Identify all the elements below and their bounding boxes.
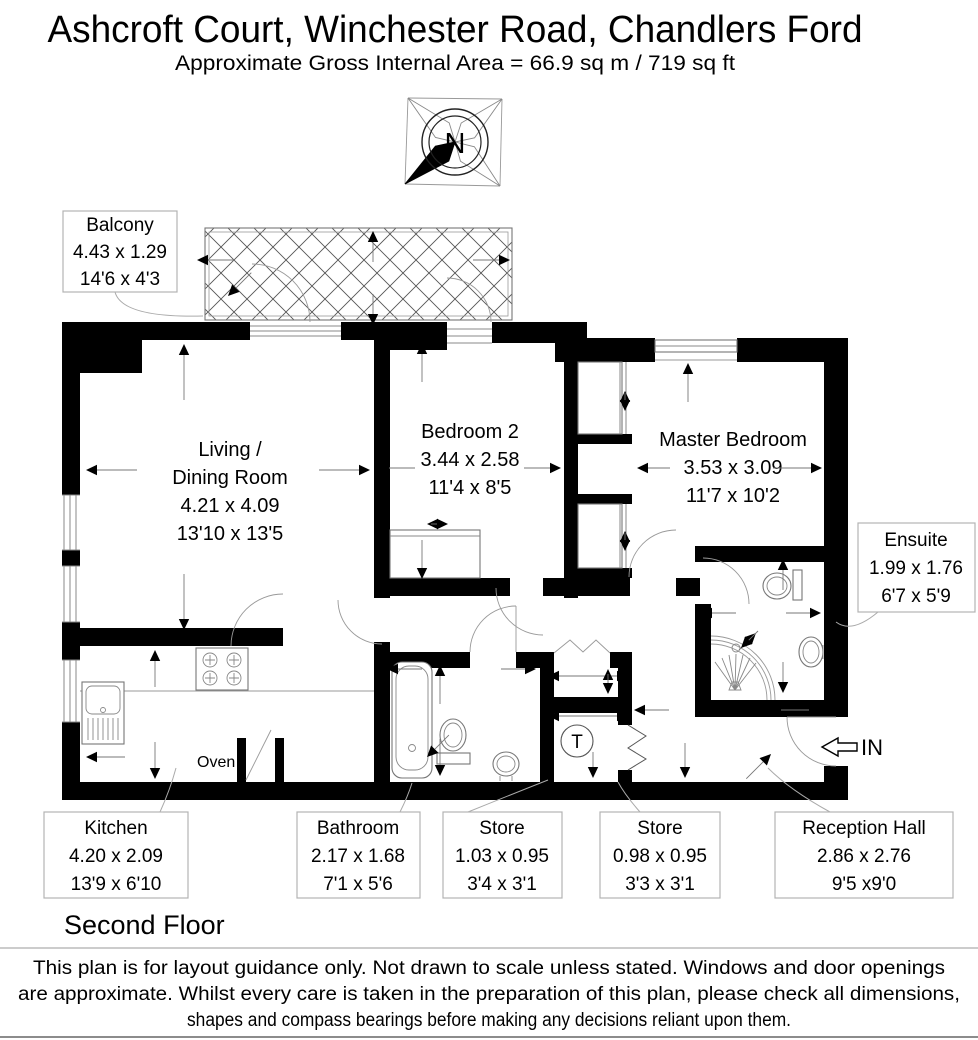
entrance-door-arc <box>787 717 836 766</box>
store1-name: Store <box>479 818 525 839</box>
bathroom-imperial: 7'1 x 5'6 <box>323 874 393 895</box>
master-window <box>655 340 737 360</box>
ensuite-name: Ensuite <box>884 530 948 551</box>
balcony-name: Balcony <box>86 215 154 236</box>
store2-metric: 0.98 x 0.95 <box>612 846 708 867</box>
disclaimer-line-1: This plan is for layout guidance only. Not drawn to scale unless stated. Windows and door openings <box>33 958 946 979</box>
reception-metric: 2.86 x 2.76 <box>816 846 912 867</box>
label-box-store2 <box>600 812 720 898</box>
entrance-arrow-icon <box>822 738 857 756</box>
bedroom2-patio-window <box>447 329 492 343</box>
label-box-kitchen <box>44 812 188 898</box>
label-box-store1 <box>443 812 562 898</box>
ensuite-fixtures <box>711 570 823 700</box>
bathroom-metric: 2.17 x 1.68 <box>310 846 406 867</box>
bathroom-fixtures <box>392 662 519 781</box>
living-window-2 <box>62 566 80 622</box>
store2-imperial: 3'3 x 3'1 <box>625 874 695 895</box>
ensuite-metric: 1.99 x 1.76 <box>868 558 964 579</box>
kitchen-name: Kitchen <box>84 818 148 839</box>
bedroom2-wardrobe <box>390 530 480 578</box>
hob-icon <box>196 648 248 690</box>
reception-name: Reception Hall <box>802 818 926 839</box>
entrance-marker <box>822 735 883 760</box>
label-box-bathroom <box>297 812 420 898</box>
basin-icon <box>493 752 519 781</box>
kitchen-sink-icon <box>82 682 124 744</box>
kitchen-imperial: 13'9 x 6'10 <box>70 874 162 895</box>
ensuite-imperial: 6'7 x 5'9 <box>881 586 951 607</box>
label-box-ensuite <box>858 523 975 612</box>
kitchen-fixtures <box>80 648 374 771</box>
room-label-living <box>172 439 288 545</box>
patio-door-window <box>250 326 341 336</box>
master-name: Master Bedroom <box>659 429 807 451</box>
page-subtitle: Approximate Gross Internal Area = 66.9 sq m / 719 sq ft <box>175 52 736 75</box>
reception-imperial: 9'5 x9'0 <box>831 874 897 895</box>
bath-icon <box>392 662 432 778</box>
balcony-imperial: 14'6 x 4'3 <box>79 269 161 290</box>
bathroom-door-arc <box>470 606 516 652</box>
store1-imperial: 3'4 x 3'1 <box>467 874 537 895</box>
tank-label: T <box>571 732 583 753</box>
master-metric: 3.53 x 3.09 <box>683 457 783 479</box>
living-name-1: Living / <box>198 439 262 461</box>
cupboard-lower <box>578 504 622 568</box>
living-imperial: 13'10 x 13'5 <box>176 523 284 545</box>
store2-folding-door <box>628 725 646 770</box>
living-name-2: Dining Room <box>172 467 288 489</box>
balcony-area <box>205 228 512 322</box>
living-door-arc <box>338 600 382 644</box>
compass-icon <box>405 98 502 186</box>
kitchen-metric: 4.20 x 2.09 <box>68 846 164 867</box>
store1-flap-doors <box>554 640 610 653</box>
disclaimer-line-3: shapes and compass bearings before making any decisions reliant upon them. <box>187 1010 791 1031</box>
bathroom-name: Bathroom <box>316 818 400 839</box>
floor-name: Second Floor <box>64 910 225 940</box>
disclaimer-line-2: are approximate. Whilst every care is taken in the preparation of this plan, please check all dimensions, <box>18 984 960 1005</box>
label-box-balcony <box>63 211 177 292</box>
tank-badge <box>561 725 593 757</box>
bedroom2-name: Bedroom 2 <box>421 421 519 443</box>
master-door-arc <box>629 530 676 577</box>
label-box-reception <box>775 812 953 898</box>
ensuite-door-arc <box>703 558 749 604</box>
entrance-label: IN <box>861 735 883 760</box>
compass-north-label: N <box>444 128 466 160</box>
living-metric: 4.21 x 4.09 <box>180 495 280 517</box>
oven-label: Oven <box>197 754 236 771</box>
living-window-1 <box>62 495 80 550</box>
store2-name: Store <box>637 818 683 839</box>
oven-cupboard-door <box>246 730 271 780</box>
store1-metric: 1.03 x 0.95 <box>454 846 550 867</box>
ensuite-basin-icon <box>799 637 823 667</box>
master-imperial: 11'7 x 10'2 <box>685 485 781 507</box>
cupboard-upper <box>578 362 622 434</box>
ensuite-toilet-icon <box>763 570 802 600</box>
room-label-bedroom2 <box>421 421 520 499</box>
bedroom2-metric: 3.44 x 2.58 <box>420 449 520 471</box>
bedroom2-imperial: 11'4 x 8'5 <box>428 477 512 499</box>
page-title: Ashcroft Court, Winchester Road, Chandlers Ford <box>47 9 863 51</box>
kitchen-window <box>62 660 80 722</box>
balcony-metric: 4.43 x 1.29 <box>72 242 168 263</box>
